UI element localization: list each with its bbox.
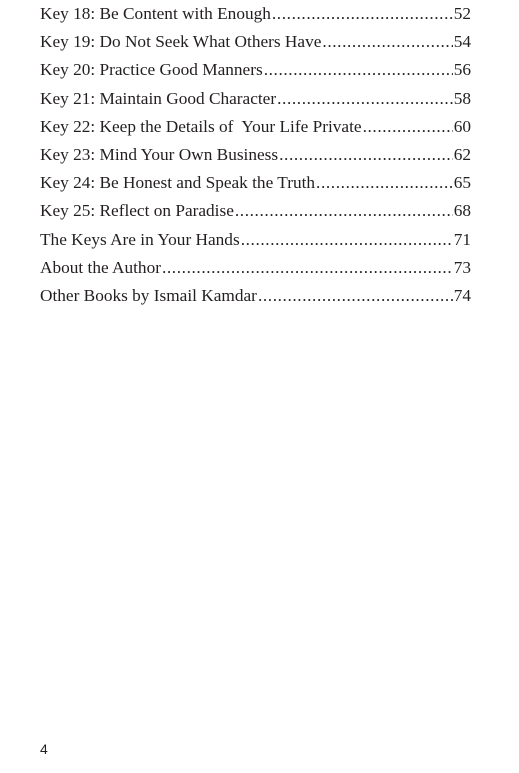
- page-number: 4: [40, 741, 48, 757]
- toc-entry[interactable]: [40, 197, 471, 225]
- toc-dot-leader: [264, 56, 453, 84]
- toc-entry-page: 52: [453, 4, 471, 23]
- toc-dot-leader: [241, 226, 453, 254]
- toc-entry[interactable]: [40, 85, 471, 113]
- toc-dot-leader: [272, 0, 453, 28]
- table-of-contents: [40, 0, 471, 310]
- toc-dot-leader: [322, 28, 452, 56]
- toc-entry-title: Other Books by Ismail Kamdar: [40, 285, 257, 305]
- toc-entry-title: Key 25: Reflect on Paradise: [40, 201, 234, 221]
- toc-entry-page: 74: [453, 285, 471, 305]
- toc-dot-leader: [162, 254, 453, 282]
- toc-entry[interactable]: [40, 169, 471, 197]
- toc-entry-page: 68: [453, 201, 471, 221]
- toc-entry-page: 62: [453, 144, 471, 164]
- toc-dot-leader: [363, 113, 453, 141]
- toc-entry-title: Key 21: Maintain Good Character: [40, 88, 277, 108]
- toc-entry-page: 56: [453, 60, 471, 80]
- toc-entry-title: Key 24: Be Honest and Speak the Truth: [40, 173, 316, 193]
- toc-dot-leader: [277, 85, 453, 113]
- toc-entry-title: About the Author: [40, 257, 161, 277]
- toc-entry-title: Key 18: Be Content with Enough: [40, 4, 271, 23]
- toc-entry-page: 60: [453, 116, 471, 136]
- toc-entry[interactable]: [40, 113, 471, 141]
- toc-entry[interactable]: [40, 0, 471, 28]
- toc-entry-title: Key 19: Do Not Seek What Others Have: [40, 32, 322, 52]
- toc-entry[interactable]: [40, 282, 471, 310]
- toc-dot-leader: [235, 197, 453, 225]
- toc-entry-title: Key 23: Mind Your Own Business: [40, 144, 279, 164]
- toc-entry-page: 54: [453, 32, 471, 52]
- toc-entry[interactable]: [40, 226, 471, 254]
- toc-entry[interactable]: [40, 141, 471, 169]
- toc-dot-leader: [279, 141, 453, 169]
- toc-entry[interactable]: [40, 254, 471, 282]
- toc-entry-title: The Keys Are in Your Hands: [40, 229, 240, 249]
- toc-entry-page: 65: [453, 173, 471, 193]
- toc-entry-page: 58: [453, 88, 471, 108]
- toc-entry[interactable]: [40, 28, 471, 56]
- toc-dot-leader: [316, 169, 453, 197]
- toc-dot-leader: [258, 282, 453, 310]
- toc-entry-title: Key 22: Keep the Details of Your Life Private: [40, 116, 362, 136]
- toc-entry-title: Key 20: Practice Good Manners: [40, 60, 263, 80]
- toc-entry-page: 71: [453, 229, 471, 249]
- toc-entry-page: 73: [453, 257, 471, 277]
- toc-entry[interactable]: [40, 56, 471, 84]
